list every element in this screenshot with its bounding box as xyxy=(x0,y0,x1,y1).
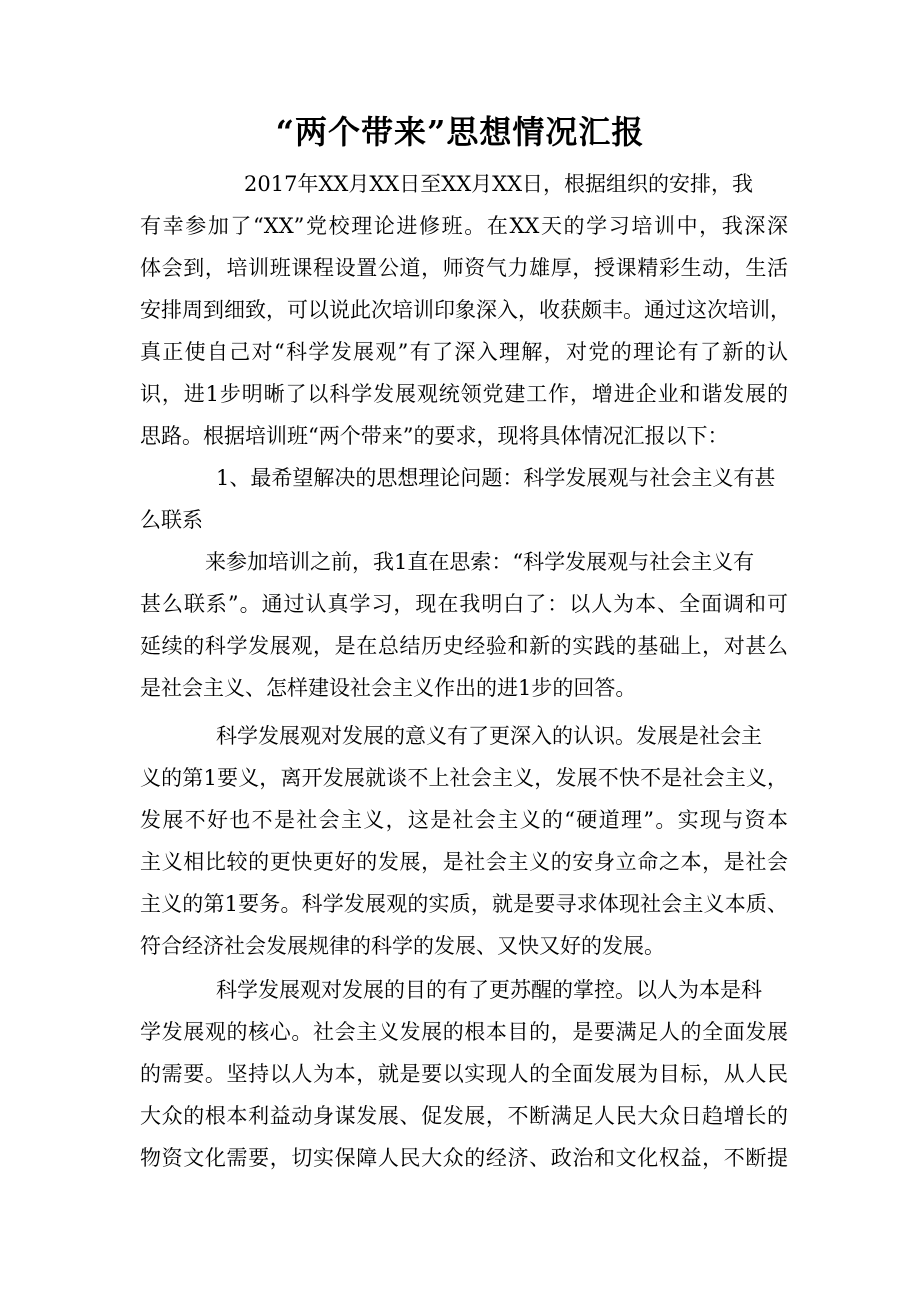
text-line: 思路。根据培训班“两个带来”的要求，现将具体情况汇报以下： xyxy=(140,424,729,448)
text-line: 安排周到细致，可以说此次培训印象深入，收获颇丰。通过这次培训， xyxy=(140,298,791,322)
section-heading-line: 么联系 xyxy=(140,508,203,532)
text-line: 真正使自己对“科学发展观”有了深入理解，对党的理论有了新的认 xyxy=(140,340,788,364)
text-line: 甚么联系”。通过认真学习，现在我明白了：以人为本、全面调和可 xyxy=(140,592,788,616)
text-line: 是社会主义、怎样建设社会主义作出的进1步的回答。 xyxy=(140,676,637,700)
text-line: 延续的科学发展观，是在总结历史经验和新的实践的基础上，对甚么 xyxy=(140,634,788,658)
text-line: 主义相比较的更快更好的发展，是社会主义的安身立命之本，是社会 xyxy=(140,850,788,874)
text-line: 学发展观的核心。社会主义发展的根本目的，是要满足人的全面发展 xyxy=(140,1020,788,1044)
text-line: 科学发展观对发展的目的有了更苏醒的掌控。以人为本是科 xyxy=(216,978,762,1002)
text-line: 体会到，培训班课程设置公道，师资气力雄厚，授课精彩生动，生活 xyxy=(140,256,788,280)
document-title: “两个带来”思想情况汇报 xyxy=(275,113,645,151)
text-line: 来参加培训之前，我1直在思索：“科学发展观与社会主义有 xyxy=(205,550,755,574)
text-line: 的需要。坚持以人为本，就是要以实现人的全面发展为目标，从人民 xyxy=(140,1062,788,1086)
text-line: 有幸参加了“XX”党校理论进修班。在XX天的学习培训中，我深深 xyxy=(140,214,788,238)
text-line: 主义的第1要务。科学发展观的实质，就是要寻求体现社会主义本质、 xyxy=(140,892,788,916)
text-line: 2017年XX月XX日至XX月XX日，根据组织的安排，我 xyxy=(244,172,754,196)
text-line: 识，进1步明晰了以科学发展观统领党建工作，增进企业和谐发展的 xyxy=(140,382,788,406)
text-line: 义的第1要义，离开发展就谈不上社会主义，发展不快不是社会主义， xyxy=(140,766,788,790)
text-line: 科学发展观对发展的意义有了更深入的认识。发展是社会主 xyxy=(216,724,762,748)
text-line: 发展不好也不是社会主义，这是社会主义的“硬道理”。实现与资本 xyxy=(140,808,788,832)
text-line: 物资文化需要，切实保障人民大众的经济、政治和文化权益，不断提 xyxy=(140,1146,788,1170)
section-heading-line: 1、最希望解决的思想理论问题：科学发展观与社会主义有甚 xyxy=(216,466,776,490)
text-line: 大众的根本利益动身谋发展、促发展，不断满足人民大众日趋增长的 xyxy=(140,1104,788,1128)
text-line: 符合经济社会发展规律的科学的发展、又快又好的发展。 xyxy=(140,934,665,958)
